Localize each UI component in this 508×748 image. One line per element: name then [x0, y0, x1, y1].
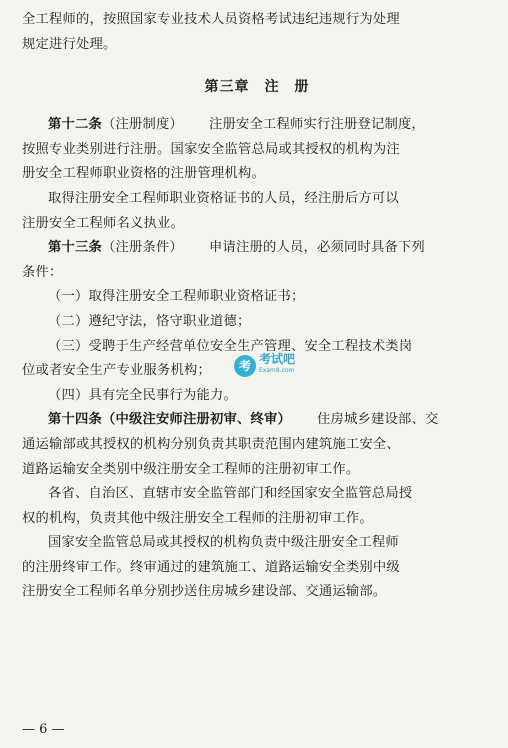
text-line: 取得注册安全工程师职业资格证书的人员，经注册后方可以	[48, 190, 399, 206]
article-13-tag: （注册条件）	[102, 240, 183, 256]
article-14-line	[22, 408, 492, 433]
article-13-heading: 第十三条	[48, 240, 102, 256]
text-line: 权的机构，负责其他中级注册安全工程师的注册初审工作。	[22, 510, 373, 526]
article-12-heading: 第十二条	[48, 117, 102, 133]
text-line: 的注册终审工作。终审通过的建筑施工、道路运输安全类别中级	[22, 559, 400, 575]
text-line: 国家安全监管总局或其授权的机构负责中级注册安全工程师	[48, 535, 399, 551]
article-12-tag: （注册制度）	[102, 117, 183, 133]
watermark-subtext: Exam8.com	[259, 367, 295, 374]
text-line: 位或者安全生产专业服务机构；	[22, 363, 211, 379]
article-14-heading: 第十四条	[48, 412, 102, 428]
text-line: 道路运输安全类别中级注册安全工程师的注册初审工作。	[22, 461, 360, 477]
condition-item: （三）受聘于生产经营单位安全生产管理、安全工程技术类岗	[48, 338, 413, 354]
watermark-icon: 考	[234, 355, 256, 377]
article-12-line	[22, 113, 492, 138]
watermark-text: 考试吧	[259, 352, 296, 366]
article-13-text: 申请注册的人员，必须同时具备下列	[208, 240, 425, 256]
page-number: — 6 —	[22, 722, 65, 737]
text-line: 全工程师的，按照国家专业技术人员资格考试违纪违规行为处理	[22, 12, 400, 27]
article-12-text: 注册安全工程师实行注册登记制度，	[208, 117, 425, 133]
article-14-text: 住房城乡建设部、交	[316, 412, 439, 428]
article-14-tag: （中级注安师注册初审、终审）	[102, 412, 291, 428]
chapter-title: 第三章 注 册	[204, 79, 310, 96]
text-line: 按照专业类别进行注册。国家安全监管总局或其授权的机构为注	[22, 141, 400, 157]
text-line: 注册安全工程师名单分别抄送住房城乡建设部、交通运输部。	[22, 584, 387, 600]
article-13-line	[22, 236, 492, 261]
watermark-logo	[234, 352, 324, 382]
text-line: 各省、自治区、直辖市安全监管部门和经国家安全监管总局授	[48, 486, 413, 502]
text-line: 通运输部或其授权的机构分别负责其职责范围内建筑施工安全、	[22, 436, 400, 452]
text-line: 册安全工程师职业资格的注册管理机构。	[22, 166, 265, 182]
condition-item: （一）取得注册安全工程师职业资格证书；	[48, 289, 305, 305]
text-line: 注册安全工程师名义执业。	[22, 215, 184, 231]
condition-item: （二）遵纪守法，恪守职业道德；	[48, 313, 251, 329]
text-line: 规定进行处理。	[22, 36, 117, 52]
condition-item: （四）具有完全民事行为能力。	[48, 387, 237, 403]
text-line: 条件：	[22, 264, 63, 280]
